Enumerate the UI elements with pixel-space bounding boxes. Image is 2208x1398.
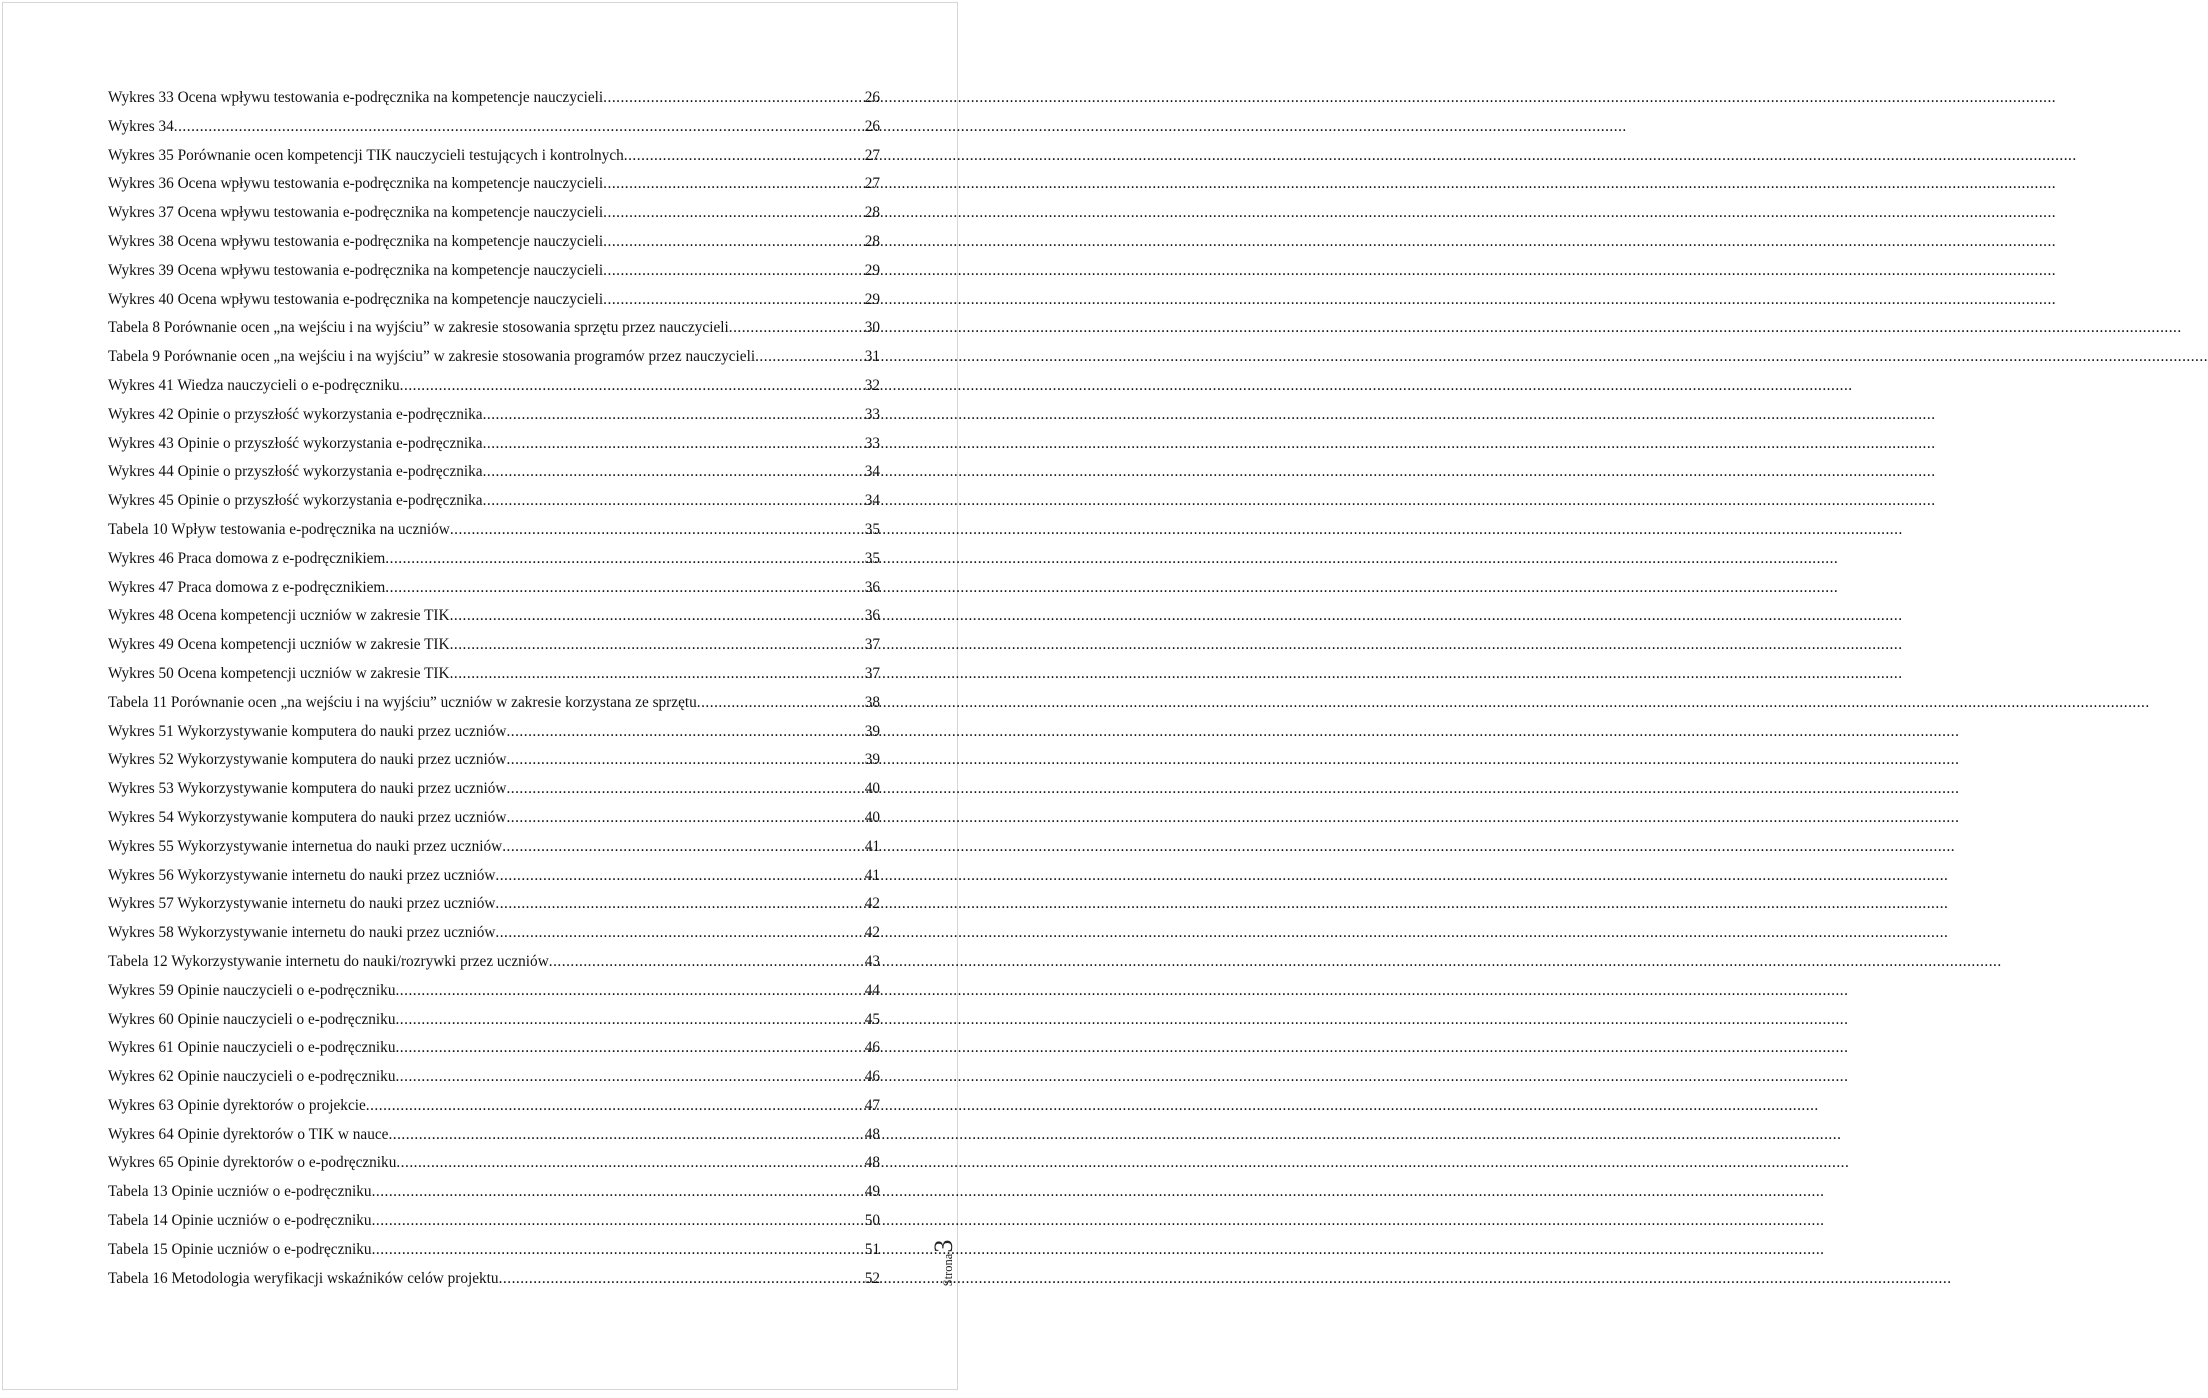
toc-entry-page-number: 44 (864, 981, 880, 999)
toc-entry[interactable] (108, 890, 880, 919)
toc-entry-page-number: 30 (864, 319, 880, 337)
toc-dot-leader (483, 487, 862, 516)
toc-entry-page-number: 28 (864, 232, 880, 250)
toc-dot-leader (395, 1034, 861, 1063)
toc-entry[interactable] (108, 113, 880, 142)
toc-entry-page-number: 48 (864, 1125, 880, 1143)
toc-entry-page-number: 39 (864, 751, 880, 769)
page-number-footer (924, 1213, 964, 1313)
toc-dot-leader (450, 631, 862, 660)
toc-entry-page-number: 26 (864, 89, 880, 106)
toc-entry[interactable] (108, 257, 880, 286)
toc-entry[interactable] (108, 430, 880, 459)
toc-entry-title: Wykres 59 Opinie nauczycieli o e-podręczniku (108, 981, 396, 999)
toc-dot-leader (506, 746, 861, 775)
toc-entry-title: Wykres 35 Porównanie ocen kompetencji TIK nauczycieli testujących i kontrolnych (108, 146, 624, 164)
toc-entry-title: Tabela 16 Metodologia weryfikacji wskaźników celów projektu (108, 1269, 499, 1287)
toc-entry-page-number: 27 (864, 146, 880, 164)
toc-entry-page-number: 37 (864, 636, 880, 654)
toc-dot-leader (372, 1178, 862, 1207)
toc-entry-title: Wykres 60 Opinie nauczycieli o e-podręczniku (108, 1010, 396, 1028)
toc-entry[interactable] (108, 804, 880, 833)
toc-entry-title: Wykres 34 (108, 117, 174, 135)
toc-dot-leader (697, 689, 862, 718)
toc-dot-leader (400, 372, 862, 401)
toc-entry-page-number: 49 (864, 1183, 880, 1201)
toc-dot-leader (388, 1121, 861, 1150)
toc-dot-leader (603, 84, 862, 113)
toc-dot-leader (603, 199, 862, 228)
toc-entry-page-number: 47 (864, 1096, 880, 1114)
toc-entry-title: Wykres 61 Opinie nauczycieli o e-podręczniku (108, 1039, 396, 1057)
toc-entry-page-number: 34 (864, 463, 880, 481)
toc-entry-title: Wykres 55 Wykorzystywanie internetua do nauki przez uczniów (108, 837, 503, 855)
toc-dot-leader (450, 516, 862, 545)
toc-entry-page-number: 51 (864, 1240, 880, 1258)
toc-entry[interactable] (108, 372, 880, 401)
toc-entry[interactable] (108, 862, 880, 891)
toc-entry[interactable] (108, 343, 880, 372)
toc-entry-page-number: 46 (864, 1068, 880, 1086)
toc-entry-page-number: 42 (864, 895, 880, 913)
toc-dot-leader (506, 804, 861, 833)
toc-entry-page-number: 41 (864, 866, 880, 884)
document-page (2, 2, 958, 1390)
toc-dot-leader (624, 142, 862, 171)
toc-entry-title: Wykres 65 Opinie dyrektorów o e-podręczniku (108, 1154, 397, 1172)
page-label: Strona (941, 1253, 955, 1287)
toc-entry[interactable] (108, 977, 880, 1006)
toc-entry[interactable] (108, 487, 880, 516)
toc-dot-leader (506, 775, 861, 804)
toc-entry-title: Wykres 64 Opinie dyrektorów o TIK w nauce (108, 1125, 389, 1143)
toc-entry-title: Wykres 40 Ocena wpływu testowania e-podręcznika na kompetencje nauczycieli (108, 290, 604, 308)
toc-entry-page-number: 38 (864, 693, 880, 711)
toc-entry[interactable] (108, 1092, 880, 1121)
toc-entry-title: Wykres 36 Ocena wpływu testowania e-podręcznika na kompetencje nauczycieli (108, 175, 604, 193)
toc-dot-leader (372, 1207, 862, 1236)
toc-entry-page-number: 32 (864, 376, 880, 394)
toc-entry-title: Tabela 12 Wykorzystywanie internetu do nauki/rozrywki przez uczniów (108, 952, 549, 970)
toc-entry-title: Wykres 62 Opinie nauczycieli o e-podręczniku (108, 1068, 396, 1086)
toc-entry[interactable] (108, 228, 880, 257)
toc-dot-leader (603, 257, 862, 286)
toc-entry[interactable] (108, 574, 880, 603)
toc-dot-leader (506, 718, 861, 747)
toc-entry[interactable] (108, 775, 880, 804)
toc-entry-page-number: 36 (864, 607, 880, 625)
toc-entry-title: Wykres 47 Praca domowa z e-podręcznikiem (108, 578, 386, 596)
toc-dot-leader (396, 1149, 861, 1178)
toc-dot-leader (395, 1006, 861, 1035)
toc-dot-leader (483, 430, 862, 459)
toc-entry-title: Wykres 51 Wykorzystywanie komputera do nauki przez uczniów (108, 722, 507, 740)
toc-entry-title: Wykres 52 Wykorzystywanie komputera do nauki przez uczniów (108, 751, 507, 769)
toc-entry[interactable] (108, 142, 880, 171)
toc-dot-leader (495, 890, 861, 919)
toc-entry-page-number: 40 (864, 808, 880, 826)
toc-entry-title: Wykres 37 Ocena wpływu testowania e-podręcznika na kompetencje nauczycieli (108, 204, 604, 222)
toc-entry[interactable] (108, 631, 880, 660)
toc-entry[interactable] (108, 660, 880, 689)
toc-entry[interactable] (108, 1149, 880, 1178)
toc-entry[interactable] (108, 1063, 880, 1092)
toc-entry[interactable] (108, 1006, 880, 1035)
toc-entry[interactable] (108, 84, 880, 113)
toc-dot-leader (450, 660, 862, 689)
toc-entry-title: Wykres 41 Wiedza nauczycieli o e-podręczniku (108, 376, 400, 394)
toc-entry-page-number: 29 (864, 261, 880, 279)
toc-entry[interactable] (108, 718, 880, 747)
toc-dot-leader (366, 1092, 862, 1121)
toc-entry[interactable] (108, 516, 880, 545)
toc-entry-title: Wykres 39 Ocena wpływu testowania e-podręcznika na kompetencje nauczycieli (108, 261, 604, 279)
toc-entry-page-number: 43 (864, 952, 880, 970)
toc-entry-page-number: 33 (864, 405, 880, 423)
toc-entry-page-number: 39 (864, 722, 880, 740)
toc-entry[interactable] (108, 545, 880, 574)
toc-dot-leader (385, 545, 861, 574)
toc-entry-page-number: 48 (864, 1154, 880, 1172)
toc-entry-title: Wykres 63 Opinie dyrektorów o projekcie (108, 1096, 366, 1114)
toc-dot-leader (450, 602, 862, 631)
toc-entry[interactable] (108, 286, 880, 315)
toc-entry-title: Wykres 43 Opinie o przyszłość wykorzystania e-podręcznika (108, 434, 483, 452)
toc-entry[interactable] (108, 1265, 880, 1294)
toc-entry[interactable] (108, 458, 880, 487)
toc-entry-page-number: 45 (864, 1010, 880, 1028)
toc-entry[interactable] (108, 401, 880, 430)
toc-dot-leader (385, 574, 861, 603)
toc-entry-title: Wykres 42 Opinie o przyszłość wykorzystania e-podręcznika (108, 405, 483, 423)
toc-entry-page-number: 35 (864, 520, 880, 538)
toc-dot-leader (495, 919, 861, 948)
toc-entry-page-number: 34 (864, 492, 880, 510)
toc-entry-page-number: 50 (864, 1212, 880, 1230)
toc-entry[interactable] (108, 1034, 880, 1063)
toc-dot-leader (395, 1063, 861, 1092)
toc-dot-leader (395, 977, 861, 1006)
toc-entry[interactable] (108, 170, 880, 199)
toc-entry[interactable] (108, 1236, 880, 1265)
toc-entry[interactable] (108, 919, 880, 948)
toc-entry-page-number: 36 (864, 578, 880, 596)
toc-entry-title: Wykres 53 Wykorzystywanie komputera do nauki przez uczniów (108, 780, 507, 798)
toc-entry-title: Wykres 45 Opinie o przyszłość wykorzystania e-podręcznika (108, 492, 483, 510)
toc-dot-leader (502, 833, 862, 862)
toc-entry[interactable] (108, 833, 880, 862)
toc-entry-page-number: 31 (864, 348, 880, 366)
toc-entry-page-number: 52 (864, 1269, 880, 1287)
toc-entry-page-number: 41 (864, 837, 880, 855)
toc-entry-title: Tabela 14 Opinie uczniów o e-podręczniku (108, 1212, 372, 1230)
toc-entry-page-number: 37 (864, 664, 880, 682)
toc-entry[interactable] (108, 602, 880, 631)
toc-dot-leader (603, 286, 862, 315)
toc-dot-leader (603, 228, 862, 257)
toc-entry[interactable] (108, 948, 880, 977)
toc-entry-page-number: 46 (864, 1039, 880, 1057)
toc-dot-leader (483, 458, 862, 487)
toc-entry-title: Wykres 44 Opinie o przyszłość wykorzystania e-podręcznika (108, 463, 483, 481)
toc-entry-title: Wykres 33 Ocena wpływu testowania e-podręcznika na kompetencje nauczycieli (108, 89, 604, 106)
toc-entry-page-number: 29 (864, 290, 880, 308)
toc-entry-page-number: 35 (864, 549, 880, 567)
toc-entry-title: Wykres 38 Ocena wpływu testowania e-podręcznika na kompetencje nauczycieli (108, 232, 604, 250)
toc-entry-title: Wykres 57 Wykorzystywanie internetu do nauki przez uczniów (108, 895, 496, 913)
toc-dot-leader (495, 862, 861, 891)
toc-dot-leader (603, 170, 862, 199)
toc-entry[interactable] (108, 314, 880, 343)
toc-dot-leader (372, 1236, 862, 1265)
page-number: 3 (929, 1239, 958, 1253)
toc-entry-page-number: 40 (864, 780, 880, 798)
toc-entry-title: Tabela 9 Porównanie ocen „na wejściu i na wyjściu” w zakresie stosowania programów przez nauczycieli (108, 348, 756, 366)
toc-entry-title: Wykres 49 Ocena kompetencji uczniów w zakresie TIK (108, 636, 450, 654)
toc-dot-leader (499, 1265, 862, 1294)
toc-entry[interactable] (108, 1121, 880, 1150)
toc-entry-title: Wykres 48 Ocena kompetencji uczniów w zakresie TIK (108, 607, 450, 625)
toc-entry-page-number: 26 (864, 117, 880, 135)
toc-entry-title: Tabela 10 Wpływ testowania e-podręcznika na uczniów (108, 520, 450, 538)
toc-dot-leader (483, 401, 862, 430)
toc-entry[interactable] (108, 199, 880, 228)
toc-entry-title: Wykres 54 Wykorzystywanie komputera do nauki przez uczniów (108, 808, 507, 826)
toc-entry-title: Tabela 8 Porównanie ocen „na wejściu i na wyjściu” w zakresie stosowania sprzętu przez nauczycieli (108, 319, 729, 337)
toc-entry-title: Tabela 11 Porównanie ocen „na wejściu i na wyjściu” uczniów w zakresie korzystana ze sprzętu (108, 693, 697, 711)
toc-dot-leader (755, 343, 862, 372)
toc-entry-title: Tabela 15 Opinie uczniów o e-podręczniku (108, 1240, 372, 1258)
toc-entry-page-number: 28 (864, 204, 880, 222)
toc-entry-title: Tabela 13 Opinie uczniów o e-podręczniku (108, 1183, 372, 1201)
toc-dot-leader (729, 314, 862, 343)
toc-dot-leader (174, 113, 862, 142)
toc-entry[interactable] (108, 1178, 880, 1207)
toc-entry[interactable] (108, 746, 880, 775)
toc-entry-title: Wykres 50 Ocena kompetencji uczniów w zakresie TIK (108, 664, 450, 682)
toc-entry-title: Wykres 56 Wykorzystywanie internetu do nauki przez uczniów (108, 866, 496, 884)
toc-entry-title: Wykres 58 Wykorzystywanie internetu do nauki przez uczniów (108, 924, 496, 942)
toc-entry-page-number: 42 (864, 924, 880, 942)
toc-dot-leader (549, 948, 862, 977)
toc-entry[interactable] (108, 1207, 880, 1236)
toc-entry[interactable] (108, 689, 880, 718)
toc-entry-page-number: 33 (864, 434, 880, 452)
table-of-contents (108, 84, 880, 1293)
toc-entry-page-number: 27 (864, 175, 880, 193)
toc-entry-title: Wykres 46 Praca domowa z e-podręcznikiem (108, 549, 386, 567)
